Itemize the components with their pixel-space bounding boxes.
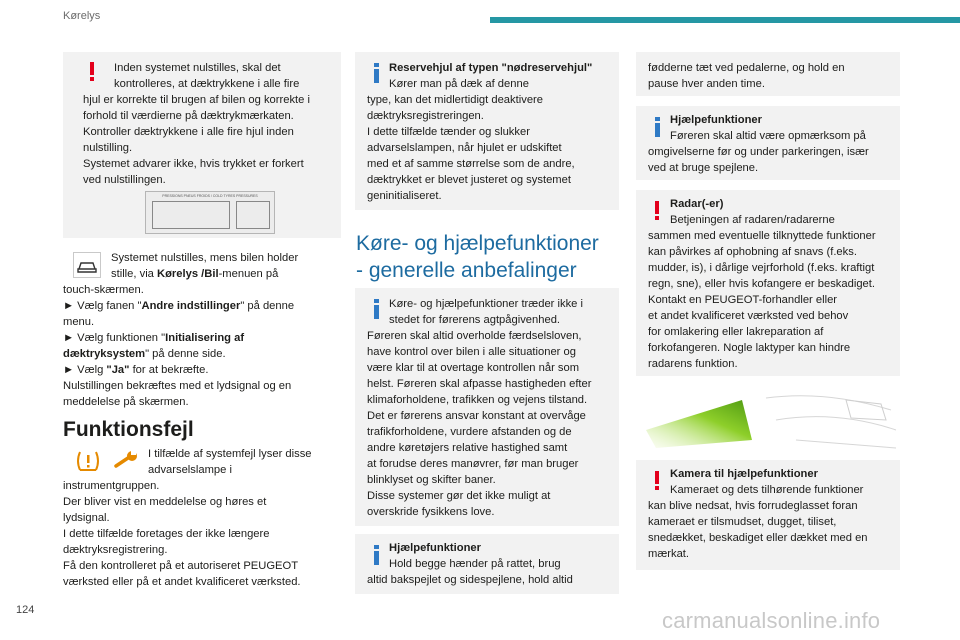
aids-line: Føreren skal altid overholde færdselsloven, xyxy=(367,330,582,342)
fault-heading: Funktionsfejl xyxy=(63,418,194,441)
camera-line: kameraet er tilsmudset, dugget, tiliset, xyxy=(648,516,837,528)
warning-line: kontrolleres, at dæktrykkene i alle fire xyxy=(114,78,300,90)
spare-line: Kører man på dæk af denne xyxy=(389,78,529,90)
reset-line: ► Vælg fanen "Andre indstillinger" på denne xyxy=(63,300,295,312)
radar-line: mudder, is), i dårlige vejrforhold (f.eks. kraftigt xyxy=(648,262,875,274)
reset-line: menu. xyxy=(63,316,95,328)
fault-line: advarselslampe i xyxy=(148,464,232,476)
radar-line: sammen med eventuelle tilknyttede funktioner xyxy=(648,230,876,242)
cont-line: fødderne tæt ved pedalerne, og hold en xyxy=(648,62,845,74)
section-title: Kørelys xyxy=(63,10,101,22)
camera-line: mærkat. xyxy=(648,548,690,560)
aids-line: blinklyset og skifter baner. xyxy=(367,474,496,486)
camera-line: kan blive nedsat, hvis forrudeglasset foran xyxy=(648,500,858,512)
help-functions-box-2 xyxy=(636,106,900,180)
aids-line: klimaforholdene, trafikken og vejens tilstand. xyxy=(367,394,588,406)
reset-line: Nulstillingen bekræftes med et lydsignal og en xyxy=(63,380,292,392)
fault-line: dæktryksregistrering. xyxy=(63,544,168,556)
fault-line: instrumentgruppen. xyxy=(63,480,160,492)
spare-wheel-info-box xyxy=(355,52,619,210)
radar-title: Radar(-er) xyxy=(670,198,724,210)
warning-line: ved nulstillingen. xyxy=(83,174,166,186)
fault-line: Få den kontrolleret på et autoriseret PEUGEOT xyxy=(63,560,299,572)
reset-line: ► Vælg "Ja" for at bekræfte. xyxy=(63,364,209,376)
help2-title: Hjælpefunktioner xyxy=(670,114,762,126)
radar-line: radarens funktion. xyxy=(648,358,738,370)
aids-line: Køre- og hjælpefunktioner træder ikke i xyxy=(389,298,584,310)
camera-line: Kameraet og dets tilhørende funktioner xyxy=(670,484,864,496)
section-heading: - generelle anbefalinger xyxy=(356,259,577,282)
radar-line: et andet kvalificeret værksted ved behov xyxy=(648,310,849,322)
info-icon xyxy=(373,545,380,565)
header-accent-bar xyxy=(490,17,960,23)
radar-line: forkofangeren. Nogle laktyper kan hindre xyxy=(648,342,851,354)
warning-line: nulstilling. xyxy=(83,142,133,154)
reset-line: touch-skærmen. xyxy=(63,284,144,296)
tyre-pressure-label-image xyxy=(145,191,275,234)
aids-line: trafikforholdene, vurdere afstanden og de xyxy=(367,426,572,438)
spare-line: dæktrykket er blevet justeret og systemet xyxy=(367,174,571,186)
warning-icon xyxy=(654,471,660,490)
help2-line: Føreren skal altid være opmærksom på xyxy=(670,130,866,142)
reset-line: Systemet nulstilles, mens bilen holder xyxy=(111,252,299,264)
help-functions-box xyxy=(355,534,619,594)
page-header xyxy=(0,0,960,40)
warning-line: Systemet advarer ikke, hvis trykket er forkert xyxy=(83,158,304,170)
radar-line: for omlakering eller lakreparation af xyxy=(648,326,824,338)
service-wrench-icon xyxy=(112,448,140,474)
windscreen-camera-illustration xyxy=(646,390,898,452)
help2-line: ved at bruge spejlene. xyxy=(648,162,759,174)
spare-line: dæktryksregistreringen. xyxy=(367,110,484,122)
aids-line: at forudse deres manøvrer, før man bruger xyxy=(367,458,579,470)
aids-line: helst. Føreren skal afpasse hastigheden efter xyxy=(367,378,592,390)
driving-aids-info-box xyxy=(355,288,619,526)
aids-line: overskride fysikkens love. xyxy=(367,506,495,518)
radar-line: regn, sne), eller hvis kofangere er beskadiget. xyxy=(648,278,875,290)
help-title: Hjælpefunktioner xyxy=(389,542,481,554)
page-number: 124 xyxy=(16,604,35,616)
reset-line: dæktryksystem" på denne side. xyxy=(63,348,226,360)
info-icon xyxy=(373,299,380,319)
tyre-label-header: PRESSIONS PNEUS FROIDS / COLD TYRES PRESSURES xyxy=(162,194,258,198)
warning-line: Kontroller dæktrykkene i alle fire hjul inden xyxy=(83,126,294,138)
camera-line: snedækket, beskadiget eller dækket med en xyxy=(648,532,868,544)
car-settings-icon xyxy=(73,252,101,278)
spare-line: type, kan det midlertidigt deaktivere xyxy=(367,94,543,106)
spare-line: advarselslampen, når hjulet er udskiftet xyxy=(367,142,562,154)
warning-icon xyxy=(89,62,95,81)
watermark: carmanualsonline.info xyxy=(662,608,881,633)
aids-line: Disse systemer gør det ikke muligt at xyxy=(367,490,551,502)
fault-line: Der bliver vist en meddelelse og høres et xyxy=(63,496,267,508)
spare-title: Reservehjul af typen "nødreservehjul" xyxy=(389,62,593,74)
spare-line: med et af samme størrelse som de andre, xyxy=(367,158,575,170)
radar-line: Kontakt en PEUGEOT-forhandler eller xyxy=(648,294,838,306)
help-continued-box xyxy=(636,52,900,96)
camera-warning-box xyxy=(636,460,900,570)
warning-line: forhold til værdierne på dæktrykmærkaten. xyxy=(83,110,294,122)
warning-line: hjul er korrekte til brugen af bilen og korrekte i xyxy=(83,94,310,106)
aids-line: andre køretøjers relative hastighed samt xyxy=(367,442,568,454)
fault-line: I tilfælde af systemfejl lyser disse xyxy=(148,448,312,460)
spare-line: geninitialiseret. xyxy=(367,190,442,202)
aids-line: have kontrol over bilen i alle situationer og xyxy=(367,346,576,358)
warning-line: Inden systemet nulstilles, skal det xyxy=(114,62,281,74)
tyre-warning-lamp-icon xyxy=(73,448,101,474)
radar-line: kan påvirkes af ophobning af snavs (f.eks. xyxy=(648,246,857,258)
radar-warning-box xyxy=(636,190,900,376)
aids-line: stedet for førerens agtpågivenhed. xyxy=(389,314,561,326)
aids-line: Det er førerens ansvar konstant at overvåge xyxy=(367,410,586,422)
aids-line: være klar til at overtage kontrollen når som xyxy=(367,362,580,374)
camera-title: Kamera til hjælpefunktioner xyxy=(670,468,818,480)
warning-icon xyxy=(654,201,660,220)
fault-line: værksted eller på et andet kvalificeret værksted. xyxy=(63,576,301,588)
info-icon xyxy=(373,63,380,83)
reset-line: stille, via Kørelys /Bil-menuen på xyxy=(111,268,279,280)
help-line: Hold begge hænder på rattet, brug xyxy=(389,558,561,570)
fault-line: lydsignal. xyxy=(63,512,110,524)
help2-line: omgivelserne før og under parkeringen, især xyxy=(648,146,869,158)
section-heading: Køre- og hjælpefunktioner xyxy=(356,232,599,255)
cont-line: pause hver anden time. xyxy=(648,78,765,90)
spare-line: I dette tilfælde tænder og slukker xyxy=(367,126,530,138)
info-icon xyxy=(654,117,661,137)
radar-line: Betjeningen af radaren/radarerne xyxy=(670,214,835,226)
reset-line: ► Vælg funktionen "Initialisering af xyxy=(63,332,245,344)
reset-line: meddelelse på skærmen. xyxy=(63,396,189,408)
fault-line: I dette tilfælde foretages der ikke længere xyxy=(63,528,270,540)
help-line: altid bakspejlet og sidespejlene, hold altid xyxy=(367,574,573,586)
